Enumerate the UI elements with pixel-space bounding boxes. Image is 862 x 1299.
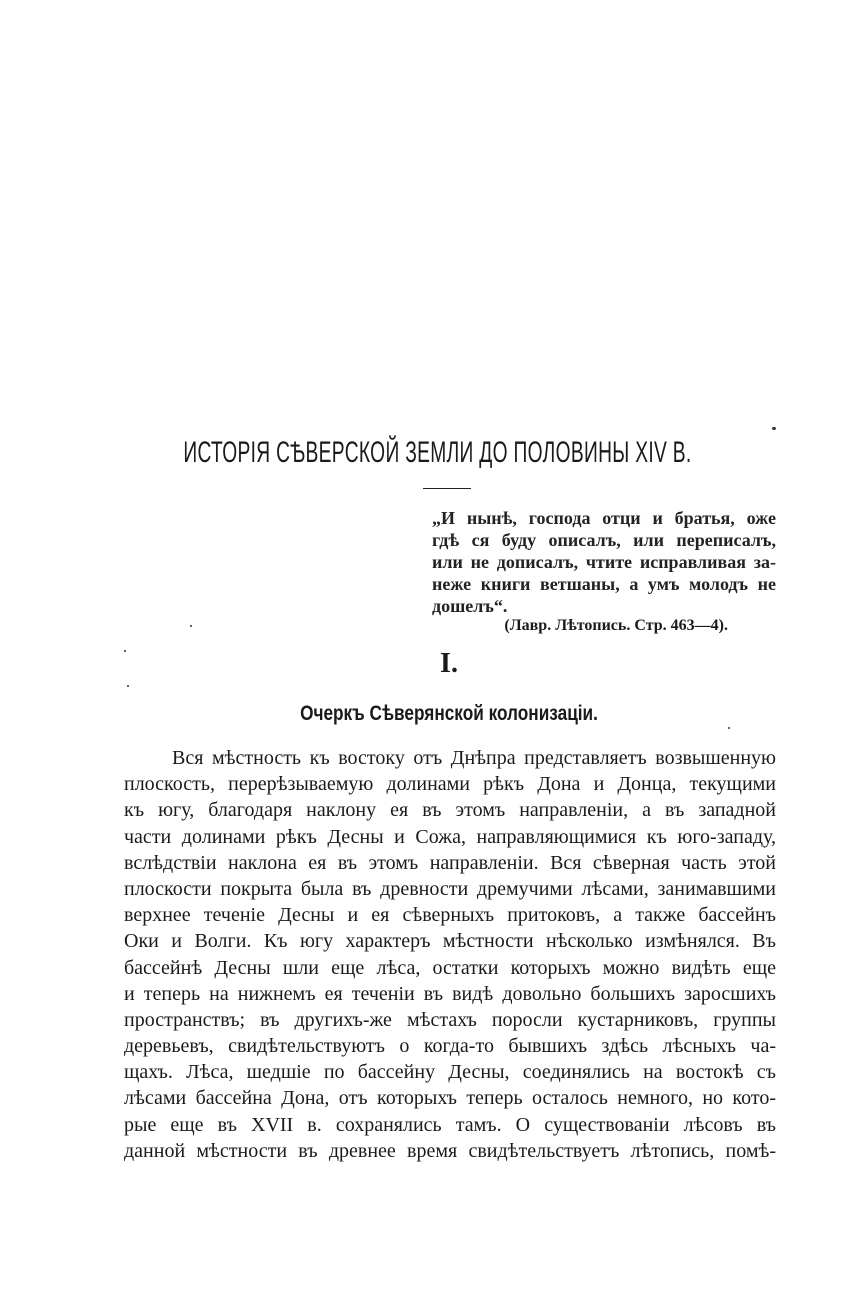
epigraph-line: гдѣ ся буду описалъ, или переписалъ, [432, 530, 776, 550]
body-paragraph [124, 745, 776, 1164]
body-line: плоскость, перерѣзываемую долинами рѣкъ Дона и Донца, текущими [124, 773, 776, 796]
body-line: деревьевъ, свидѣтельствуютъ о когда-то бывшихъ здѣсь лѣсныхъ ча- [124, 1035, 776, 1058]
body-line: пространствъ; въ другихъ-же мѣстахъ поросли кустарниковъ, группы [124, 1008, 776, 1031]
title-divider [423, 488, 471, 489]
body-line: и теперь на нижнемъ ея теченіи въ видѣ довольно большихъ заросшихъ [124, 982, 776, 1005]
page-title: ИСТОРІЯ СѢВЕРСКОЙ ЗЕМЛИ ДО ПОЛОВИНЫ XIV В. [183, 436, 692, 469]
body-line: лѣсами бассейна Дона, отъ которыхъ теперь осталось немного, но кото- [124, 1087, 776, 1110]
epigraph-source: (Лавр. Лѣтопись. Стр. 463—4). [504, 617, 728, 634]
body-line: части долинами рѣкъ Десны и Сожа, направляющимися къ юго-западу, [124, 825, 776, 848]
chapter-title: Очеркъ Сѣверянской колонизаціи. [300, 702, 598, 725]
epigraph-line: неже книги ветшаны, а умъ молодъ не [432, 574, 776, 594]
scan-speck [190, 625, 192, 627]
epigraph-line: или не дописалъ, чтите исправливая за- [432, 552, 776, 572]
scan-speck [127, 685, 129, 687]
epigraph [432, 507, 776, 617]
chapter-numeral: I. [440, 648, 458, 679]
body-line: вслѣдствіи наклона ея въ этомъ направленіи. Вся сѣверная часть этой [124, 851, 776, 874]
epigraph-line: „И нынѣ, господа отци и братья, оже [432, 508, 776, 528]
scan-speck [124, 650, 126, 652]
body-line: плоскости покрыта была въ древности дремучими лѣсами, занимавшими [124, 877, 776, 900]
body-line: къ югу, благодаря наклону ея въ этомъ направленіи, а въ западной [124, 799, 776, 822]
epigraph-line: дошелъ“. [432, 596, 508, 616]
scan-speck [772, 427, 776, 430]
body-line: бассейнѣ Десны шли еще лѣса, остатки которыхъ можно видѣть еще [124, 956, 776, 979]
body-line: Вся мѣстность къ востоку отъ Днѣпра представляетъ возвышенную [172, 747, 776, 769]
body-line: щахъ. Лѣса, шедшіе по бассейну Десны, соединялись на востокѣ съ [124, 1061, 776, 1084]
body-line: рые еще въ XVII в. сохранялись тамъ. О существованіи лѣсовъ въ [124, 1113, 776, 1136]
scan-speck [728, 727, 730, 729]
body-line: верхнее теченіе Десны и ея сѣверныхъ притоковъ, а также бассейнъ [124, 904, 776, 927]
body-line: данной мѣстности въ древнее время свидѣтельствуетъ лѣтопись, помѣ- [124, 1139, 776, 1162]
body-line: Оки и Волги. Къ югу характеръ мѣстности нѣсколько измѣнялся. Въ [124, 930, 776, 953]
